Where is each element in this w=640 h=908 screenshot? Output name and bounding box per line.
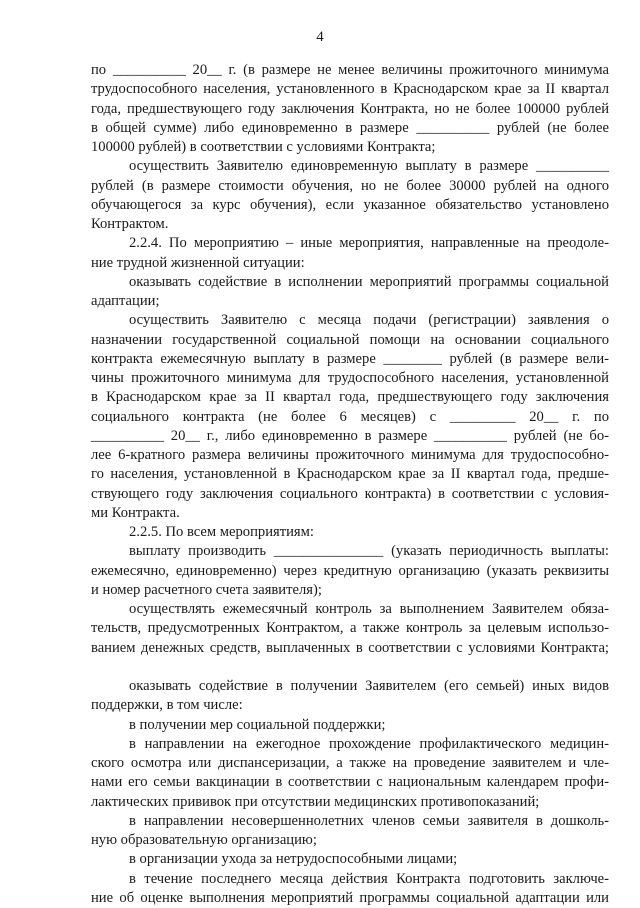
text-line: __________ 20__ г., либо единовременно в размере __________ рублей (не бо- — [91, 427, 609, 444]
text-line: ние трудной жизненной ситуации: — [91, 254, 305, 271]
text-line: ского осмотра или диспансеризации, а также на проведение заявителем и чле- — [91, 755, 609, 771]
text-line: трудоспособного населения, установленного в Краснодарском крае за II квартал — [91, 81, 609, 98]
text-line: ежемесячно, единовременно) через кредитную организацию (указать реквизиты — [91, 562, 609, 579]
text-line: 2.2.4. По мероприятию – иные мероприятия, направленные на преодоле- — [129, 235, 609, 252]
text-line: ную образовательную организацию; — [91, 832, 317, 848]
text-line: назначении государственной социальной помощи на основании социального — [91, 331, 609, 348]
text-line: в общей сумме) либо единовременно в размере __________ рублей (не более — [91, 119, 609, 136]
text-line: ствующего году заключения социального контракта) в соответствии с условия- — [91, 485, 609, 502]
text-line: поддержки, в том числе: — [91, 697, 243, 714]
text-line: лактических прививок при отсутствии медицинских противопоказаний; — [91, 793, 540, 810]
text-line: 100000 рублей) в соответствии с условиями Контракта; — [91, 139, 436, 155]
text-line: осуществить Заявителю с месяца подачи (регистрации) заявления о — [129, 312, 609, 329]
text-line: адаптации; — [91, 293, 160, 309]
text-line — [91, 658, 609, 677]
text-line: лее 6-кратного размера величины прожиточного минимума для трудоспособно- — [91, 447, 609, 463]
text-line: в течение последнего месяца действия Контракта подготовить заключе- — [129, 870, 609, 887]
text-line: контракта ежемесячную выплату в размере ________ рублей (в размере вели- — [91, 350, 609, 367]
text-line: и номер расчетного счета заявителя); — [91, 581, 322, 598]
text-line: ванием денежных средств, выплаченных в соответствии с условиями Контракта; — [91, 639, 609, 656]
text-line: рублей (в размере стоимости обучения, но не более 30000 рублей на одного — [91, 177, 609, 194]
text-line: по __________ 20__ г. (в размере не менее величины прожиточного минимума — [91, 62, 609, 78]
text-line: обучающегося за курс обучения), если указанное обязательство установлено — [91, 196, 609, 213]
page-number: 4 — [316, 29, 324, 45]
text-line: Контрактом. — [91, 216, 169, 232]
text-line: осуществить Заявителю единовременную выплату в размере __________ — [129, 158, 609, 175]
text-line: оказывать содействие в получении Заявителем (его семьей) иных видов — [129, 678, 609, 694]
text-line: выплату производить _______________ (указать периодичность выплаты: — [129, 543, 609, 560]
text-line: чины прожиточного минимума для трудоспособного населения, установленной — [91, 370, 609, 386]
text-line: в получении мер социальной поддержки; — [129, 716, 386, 733]
text-line: нами его семьи вакцинации в соответствии с национальным календарем профи- — [91, 774, 609, 791]
text-line: го населения, установленной в Краснодарском крае за II квартал года, предше- — [91, 466, 609, 483]
text-line: тельств, предусмотренных Контрактом, а также контроль за целевым использо- — [91, 620, 609, 637]
text-line: ми Контракта. — [91, 504, 180, 521]
text-line: 2.2.5. По всем мероприятиям: — [129, 524, 314, 540]
text-line: осуществлять ежемесячный контроль за выполнением Заявителем обяза- — [129, 601, 609, 617]
text-line: оказывать содействие в исполнении мероприятий программы социальной — [129, 273, 609, 290]
text-line: социального контракта (не более 6 месяцев) с _________ 20__ г. по — [91, 408, 609, 425]
text-line: в организации ухода за нетрудоспособными лицами; — [129, 851, 458, 868]
text-line: в направлении несовершеннолетних членов семьи заявителя в дошколь- — [129, 812, 609, 829]
text-line: ние об оценке выполнения мероприятий программы социальной адаптации или — [91, 889, 609, 906]
text-line: года, предшествующего году заключения Контракта, но не более 100000 рублей — [91, 100, 609, 117]
document-body — [91, 61, 609, 908]
text-line: в Краснодарском крае за II квартал года, предшествующего году заключения — [91, 389, 609, 406]
text-line: в направлении на ежегодное прохождение профилактического медицин- — [129, 735, 609, 752]
